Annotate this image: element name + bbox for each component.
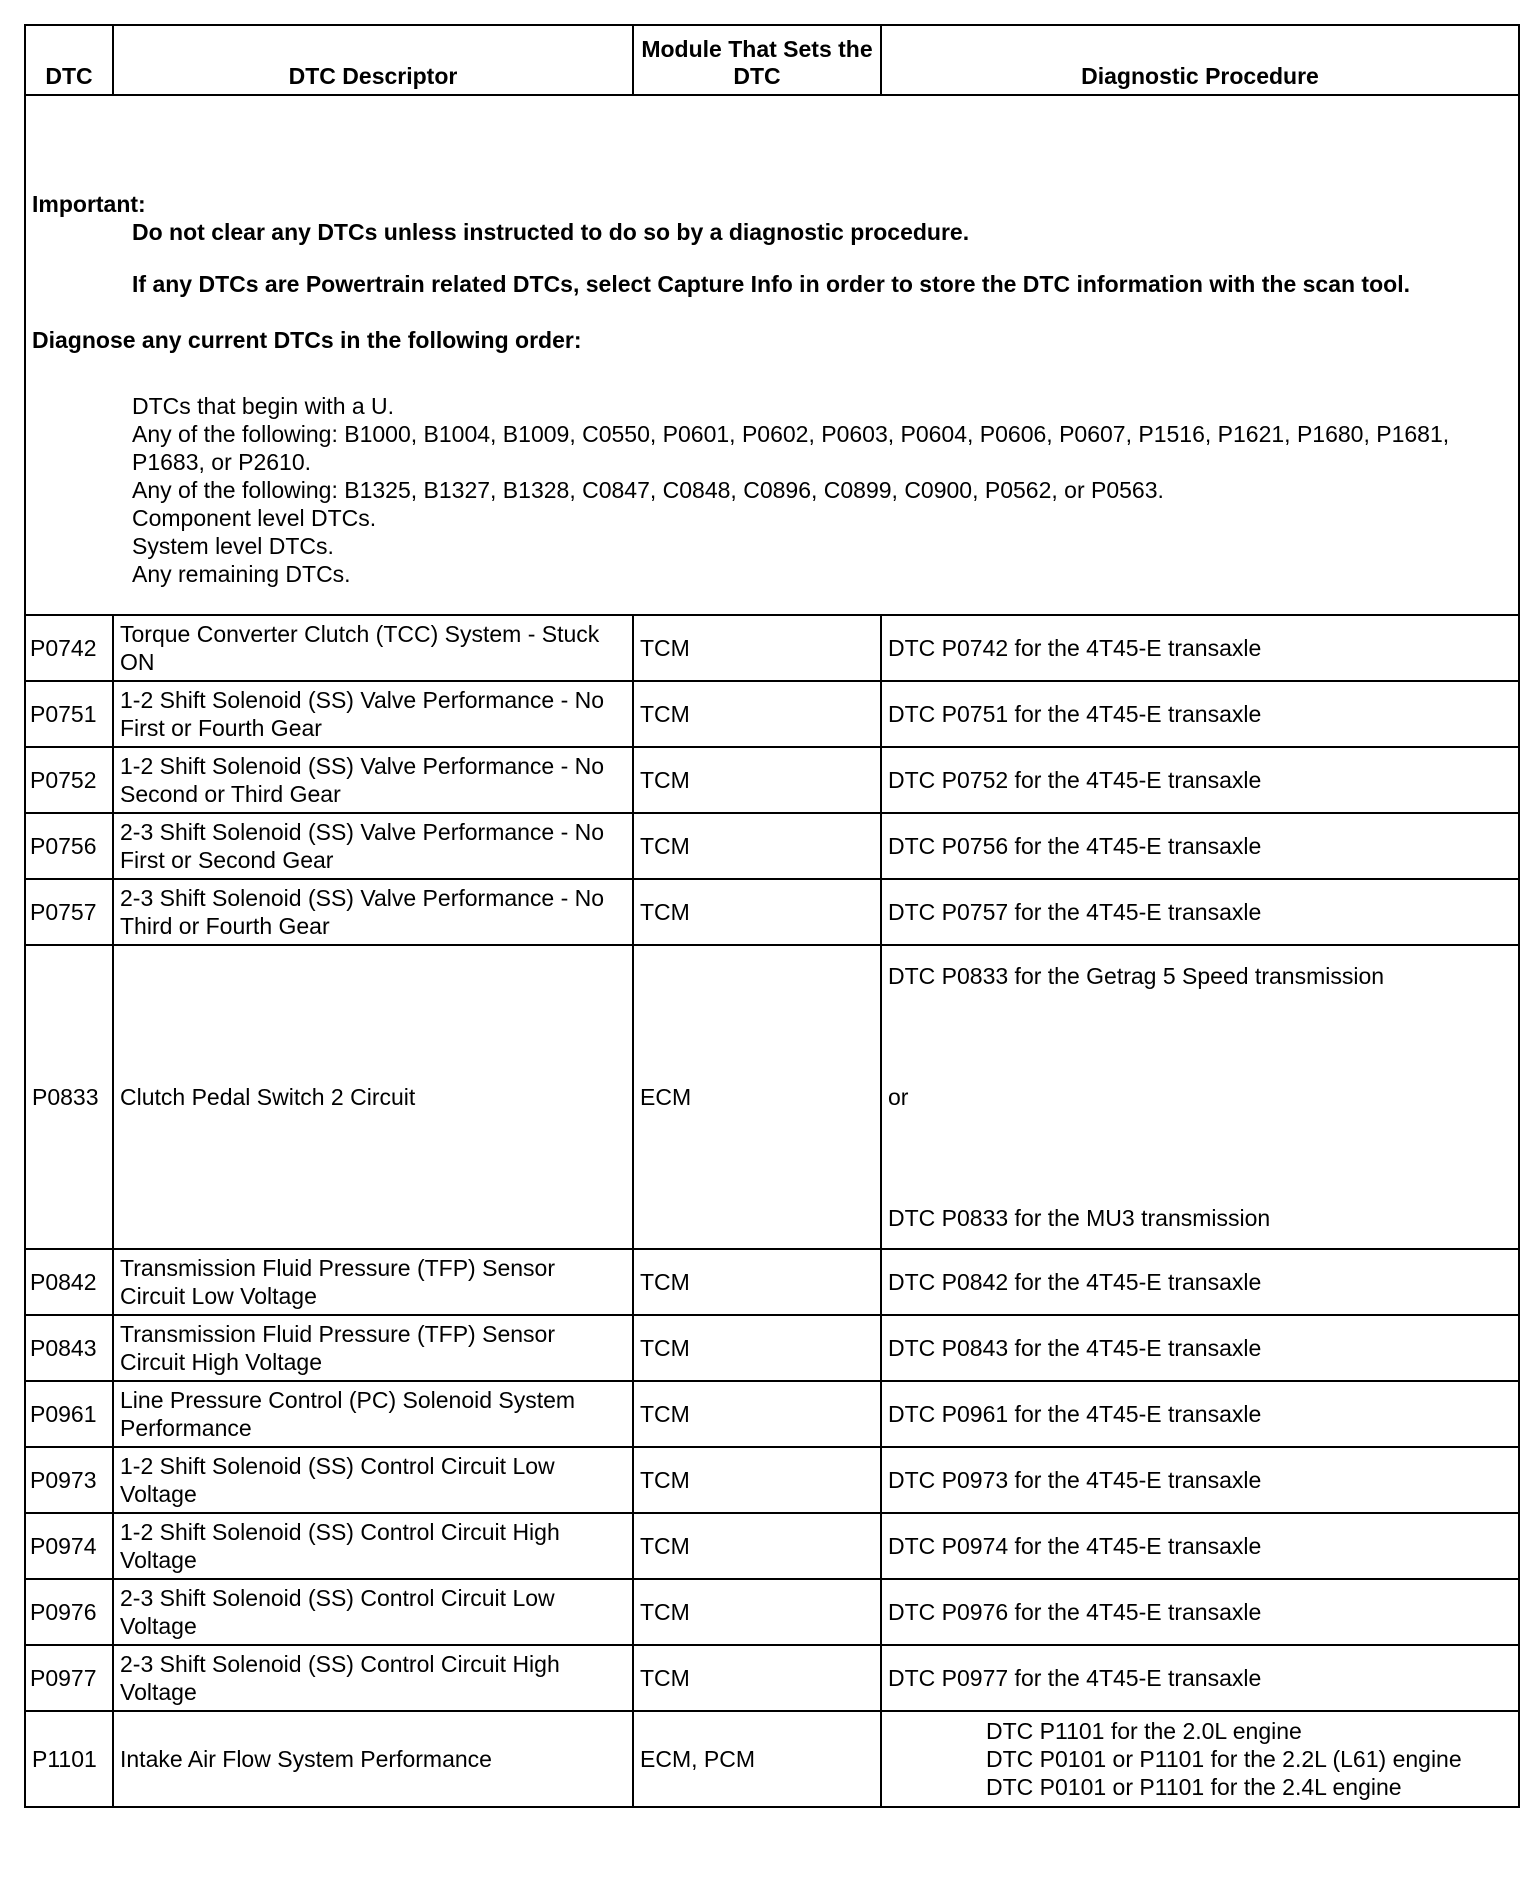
order-item: Component level DTCs. [132,505,377,531]
dtc-code: P0751 [25,681,113,747]
dtc-procedure-link[interactable]: DTC P0976 for the 4T45-E transaxle [881,1579,1519,1645]
table-row [25,681,1519,747]
dtc-code: P0974 [25,1513,113,1579]
dtc-procedure-link[interactable]: DTC P0973 for the 4T45-E transaxle [881,1447,1519,1513]
dtc-procedure-link[interactable]: DTC P0961 for the 4T45-E transaxle [881,1381,1519,1447]
dtc-descriptor: 1-2 Shift Solenoid (SS) Valve Performance - No First or Fourth Gear [113,681,633,747]
order-item: Any remaining DTCs. [132,561,351,587]
dtc-descriptor: Intake Air Flow System Performance [113,1711,633,1807]
table-row [25,1249,1519,1315]
dtc-procedure-link[interactable]: DTC P1101 for the 2.0L engine [986,1718,1302,1744]
dtc-procedure-link[interactable]: DTC P0977 for the 4T45-E transaxle [881,1645,1519,1711]
order-item: DTCs that begin with a U. [132,393,395,419]
dtc-table [24,24,1520,1808]
dtc-code: P0973 [25,1447,113,1513]
important-label: Important: [32,191,146,217]
table-row [25,1579,1519,1645]
dtc-procedure-cell [881,1711,1519,1807]
dtc-module: TCM [633,1447,881,1513]
table-row [25,1447,1519,1513]
dtc-procedure-link[interactable]: DTC P0833 for the MU3 transmission [888,1205,1271,1231]
dtc-code: P0961 [25,1381,113,1447]
header-descriptor: DTC Descriptor [113,25,633,95]
dtc-procedure-link[interactable]: DTC P0751 for the 4T45-E transaxle [881,681,1519,747]
header-module: Module That Sets the DTC [633,25,881,95]
dtc-module: ECM [633,945,881,1249]
table-row [25,1645,1519,1711]
dtc-procedure-link[interactable]: DTC P0752 for the 4T45-E transaxle [881,747,1519,813]
dtc-descriptor: 1-2 Shift Solenoid (SS) Control Circuit Low Voltage [113,1447,633,1513]
dtc-descriptor: 2-3 Shift Solenoid (SS) Control Circuit Low Voltage [113,1579,633,1645]
dtc-module: TCM [633,1381,881,1447]
dtc-module: TCM [633,615,881,681]
dtc-module: TCM [633,1315,881,1381]
order-label: Diagnose any current DTCs in the following order: [32,327,582,353]
dtc-descriptor: Transmission Fluid Pressure (TFP) Sensor Circuit Low Voltage [113,1249,633,1315]
table-row [25,1513,1519,1579]
dtc-module: TCM [633,879,881,945]
procedure-separator: or [888,1084,909,1110]
important-item: If any DTCs are Powertrain related DTCs, select Capture Info in order to store the DTC information with the scan tool. [132,271,1410,297]
dtc-code: P0977 [25,1645,113,1711]
dtc-procedure-link[interactable]: DTC P0757 for the 4T45-E transaxle [881,879,1519,945]
dtc-module: TCM [633,1513,881,1579]
dtc-code: P1101 [25,1711,113,1807]
dtc-module: ECM, PCM [633,1711,881,1807]
table-row [25,1711,1519,1807]
dtc-procedure-link[interactable]: DTC P0101 or P1101 for the 2.4L engine [986,1774,1402,1800]
dtc-procedure-cell [881,945,1519,1249]
order-item: Any of the following: B1325, B1327, B1328, C0847, C0848, C0896, C0899, C0900, P0562, or P0563. [132,477,1164,503]
dtc-procedure-link[interactable]: DTC P0742 for the 4T45-E transaxle [881,615,1519,681]
order-item: System level DTCs. [132,533,334,559]
dtc-code: P0752 [25,747,113,813]
dtc-code: P0757 [25,879,113,945]
important-item: Do not clear any DTCs unless instructed to do so by a diagnostic procedure. [132,219,970,245]
dtc-module: TCM [633,813,881,879]
dtc-code: P0976 [25,1579,113,1645]
header-dtc: DTC [25,25,113,95]
dtc-module: TCM [633,1645,881,1711]
order-item: Any of the following: B1000, B1004, B1009, C0550, P0601, P0602, P0603, P0604, P0606, P0607, P1516, P1621, P1680, P1681, P1683, or P2610. [132,421,1450,475]
header-procedure: Diagnostic Procedure [881,25,1519,95]
dtc-procedure-link[interactable]: DTC P0842 for the 4T45-E transaxle [881,1249,1519,1315]
table-row [25,1381,1519,1447]
dtc-code: P0842 [25,1249,113,1315]
dtc-descriptor: 2-3 Shift Solenoid (SS) Valve Performance - No Third or Fourth Gear [113,879,633,945]
table-header-row [25,25,1519,95]
table-row [25,747,1519,813]
dtc-module: TCM [633,681,881,747]
table-row [25,615,1519,681]
dtc-module: TCM [633,1249,881,1315]
dtc-procedure-link[interactable]: DTC P0843 for the 4T45-E transaxle [881,1315,1519,1381]
dtc-code: P0843 [25,1315,113,1381]
dtc-descriptor: 1-2 Shift Solenoid (SS) Control Circuit High Voltage [113,1513,633,1579]
dtc-descriptor: Torque Converter Clutch (TCC) System - Stuck ON [113,615,633,681]
dtc-code: P0756 [25,813,113,879]
dtc-module: TCM [633,747,881,813]
dtc-procedure-link[interactable]: DTC P0833 for the Getrag 5 Speed transmission [888,963,1385,989]
table-row [25,879,1519,945]
dtc-descriptor: 2-3 Shift Solenoid (SS) Valve Performance - No First or Second Gear [113,813,633,879]
dtc-descriptor: 2-3 Shift Solenoid (SS) Control Circuit High Voltage [113,1645,633,1711]
intro-row [25,95,1519,615]
dtc-procedure-link[interactable]: DTC P0974 for the 4T45-E transaxle [881,1513,1519,1579]
intro-cell [25,95,1519,615]
dtc-code: P0833 [25,945,113,1249]
dtc-procedure-link[interactable]: DTC P0101 or P1101 for the 2.2L (L61) engine [986,1746,1462,1772]
dtc-descriptor: 1-2 Shift Solenoid (SS) Valve Performance - No Second or Third Gear [113,747,633,813]
dtc-module: TCM [633,1579,881,1645]
table-row [25,813,1519,879]
dtc-descriptor: Line Pressure Control (PC) Solenoid System Performance [113,1381,633,1447]
table-row [25,1315,1519,1381]
dtc-descriptor: Transmission Fluid Pressure (TFP) Sensor Circuit High Voltage [113,1315,633,1381]
table-row [25,945,1519,1249]
dtc-procedure-link[interactable]: DTC P0756 for the 4T45-E transaxle [881,813,1519,879]
dtc-code: P0742 [25,615,113,681]
dtc-descriptor: Clutch Pedal Switch 2 Circuit [113,945,633,1249]
